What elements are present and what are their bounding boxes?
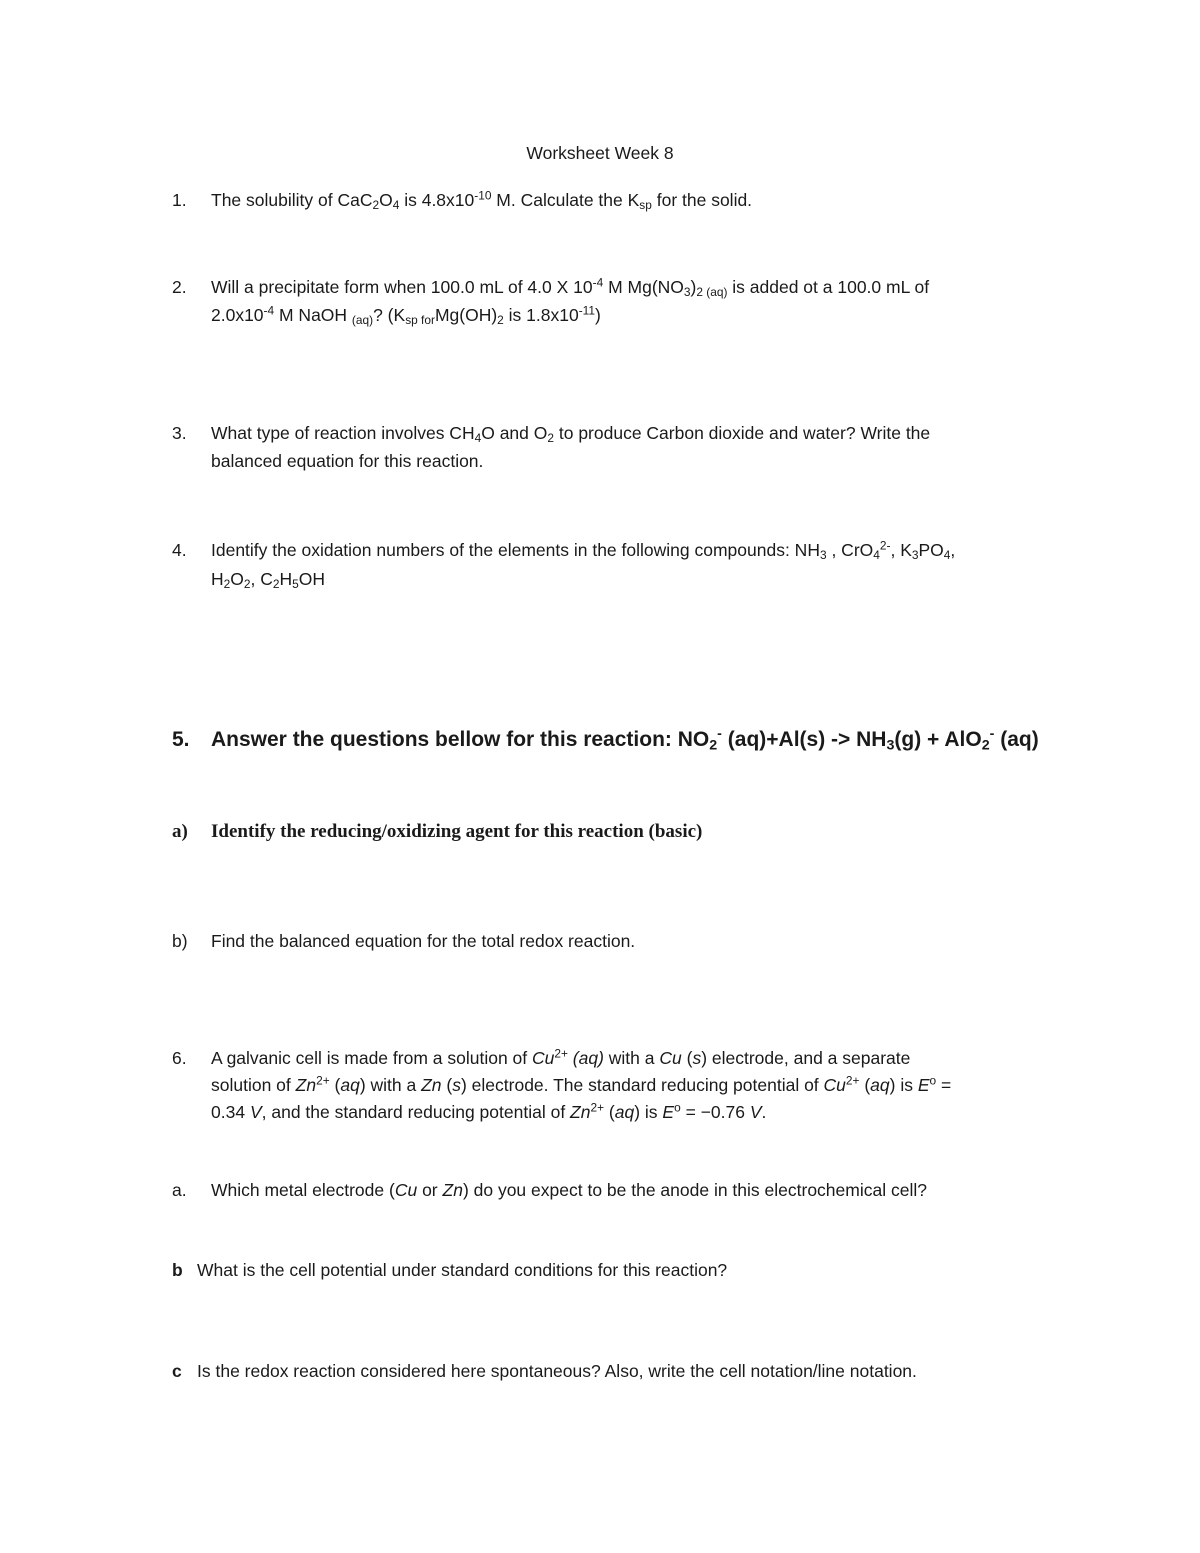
- q6-italic-part: V: [249, 1102, 262, 1122]
- question-6b-text: What is the cell potential under standard conditions for this reaction?: [197, 1260, 728, 1280]
- q6-italic-part: (aq): [567, 1048, 604, 1068]
- question-5b-label: b): [172, 931, 188, 951]
- q2-superscript: -11: [578, 303, 595, 318]
- q4-text-part: ,: [950, 540, 956, 560]
- q6-italic-part: aq: [614, 1102, 635, 1122]
- q6-italic-part: Zn: [421, 1075, 442, 1095]
- q6-text-part: ) is: [889, 1075, 918, 1095]
- q3-text-part: O and O: [481, 423, 548, 443]
- q4-subscript: 2: [272, 576, 280, 591]
- q6a-text-part: ) do you expect to be the anode in this electrochemical cell?: [462, 1180, 927, 1200]
- q6-text-part: , and the standard reducing potential of: [261, 1102, 571, 1122]
- q2-text-part: is added ot a 100.0 mL of: [727, 277, 930, 297]
- q1-superscript: -10: [474, 188, 492, 203]
- q2-subscript: 3: [683, 284, 691, 299]
- q2-text-part: Mg(OH): [434, 305, 498, 325]
- q2-text-part: M NaOH: [274, 305, 352, 325]
- q4-subscript: 3: [819, 547, 827, 562]
- q5-subscript: 2: [981, 737, 990, 754]
- q6-text-part: (: [859, 1075, 871, 1095]
- q3-subscript: 4: [474, 430, 482, 445]
- question-5a-label: a): [172, 821, 188, 842]
- q6a-italic-part: Cu: [394, 1180, 418, 1200]
- q6a-text-part: Which metal electrode (: [211, 1180, 395, 1200]
- q1-text-part: for the solid.: [651, 190, 753, 210]
- q2-text-part: ): [595, 305, 601, 325]
- question-4-number: 4.: [172, 540, 187, 560]
- q6-text-part: with a: [603, 1048, 660, 1068]
- q1-text-part: O: [379, 190, 393, 210]
- q4-text-part: Identify the oxidation numbers of the elements in the following compounds: NH: [211, 540, 820, 560]
- q6-italic-part: Cu: [532, 1048, 555, 1068]
- q4-subscript: 2: [243, 576, 251, 591]
- q5-superscript: -: [717, 726, 722, 743]
- question-4-line-1: [211, 540, 955, 561]
- q5-subscript: 2: [709, 737, 718, 754]
- q6a-text-part: or: [417, 1180, 443, 1200]
- q6-text-part: ) with a: [359, 1075, 422, 1095]
- question-6b-label: b: [172, 1260, 183, 1280]
- q2-subscript: 2 (aq): [696, 284, 728, 299]
- q4-subscript: 4: [943, 547, 951, 562]
- q6-italic-part: E: [662, 1102, 675, 1122]
- q6-text-part: (: [329, 1075, 341, 1095]
- q1-text-part: is 4.8x10: [399, 190, 475, 210]
- q6-text-part: =: [936, 1075, 952, 1095]
- q6-superscript: 2+: [590, 1100, 605, 1115]
- q4-text-part: OH: [298, 569, 326, 589]
- question-6-line-1: [211, 1048, 910, 1069]
- q1-text-part: M. Calculate the K: [491, 190, 640, 210]
- q2-text-part: ? (K: [373, 305, 406, 325]
- q6-superscript: o: [674, 1100, 681, 1115]
- q6-superscript: o: [929, 1073, 937, 1088]
- q6-text-part: (: [441, 1075, 453, 1095]
- q3-text-part: to produce Carbon dioxide and water? Write the: [554, 423, 931, 443]
- q5-text-part: (aq)+Al(s) -> NH: [721, 728, 887, 751]
- q2-text-part: is 1.8x10: [503, 305, 579, 325]
- question-3-line-1: [211, 423, 930, 444]
- q4-text-part: H: [279, 569, 293, 589]
- q5-text-part: (g) + AlO: [894, 728, 982, 751]
- q4-text-part: H: [211, 569, 224, 589]
- q5-text-part: (aq): [994, 728, 1039, 751]
- q2-superscript: -4: [592, 275, 604, 290]
- q6-text-part: ) electrode. The standard reducing potential of: [460, 1075, 824, 1095]
- q6-italic-part: s: [452, 1075, 461, 1095]
- q6-superscript: 2+: [316, 1073, 330, 1088]
- q6-italic-part: aq: [340, 1075, 360, 1095]
- question-5-number: 5.: [172, 728, 190, 751]
- q6-italic-part: E: [917, 1075, 930, 1095]
- question-2-line-1: [211, 277, 929, 298]
- q1-text-part: The solubility of CaC: [211, 190, 373, 210]
- q6-text-part: = −0.76: [680, 1102, 750, 1122]
- q6-text-part: ) is: [634, 1102, 663, 1122]
- question-1-number: 1.: [172, 190, 187, 210]
- question-4-line-2: [211, 569, 325, 590]
- question-6c-text: Is the redox reaction considered here spontaneous? Also, write the cell notation/line notation.: [197, 1361, 917, 1381]
- q6-italic-part: Zn: [295, 1075, 317, 1095]
- q1-subscript: 4: [392, 197, 400, 212]
- q6-italic-part: s: [692, 1048, 702, 1068]
- q6-italic-part: Cu: [823, 1075, 846, 1095]
- q6-superscript: 2+: [845, 1073, 860, 1088]
- q6-text-part: .: [761, 1102, 767, 1122]
- question-6-number: 6.: [172, 1048, 187, 1068]
- q5-text-part: Answer the questions bellow for this reaction: NO: [211, 728, 710, 751]
- q4-subscript: 3: [911, 547, 919, 562]
- question-6c-label: c: [172, 1361, 182, 1381]
- q1-subscript: 2: [372, 197, 380, 212]
- question-5b-text: Find the balanced equation for the total redox reaction.: [211, 931, 636, 951]
- q6a-italic-part: Zn: [442, 1180, 463, 1200]
- q5-subscript: 3: [886, 737, 895, 754]
- question-6a-label: a.: [172, 1180, 187, 1200]
- q4-subscript: 2: [223, 576, 231, 591]
- q2-subscript: 2: [497, 312, 504, 327]
- q6-italic-part: Cu: [659, 1048, 682, 1068]
- q2-subscript: sp for: [405, 312, 435, 327]
- q2-text-part: ): [690, 277, 697, 297]
- q2-text-part: M Mg(NO: [603, 277, 684, 297]
- q4-text-part: , C: [250, 569, 273, 589]
- q1-subscript: sp: [639, 197, 652, 212]
- page-title: Worksheet Week 8: [526, 143, 674, 163]
- question-3-line-2: balanced equation for this reaction.: [211, 451, 484, 471]
- q4-text-part: , K: [890, 540, 912, 560]
- q3-text-part: What type of reaction involves CH: [211, 423, 475, 443]
- q4-text-part: , CrO: [826, 540, 874, 560]
- q6-superscript: 2+: [554, 1046, 568, 1061]
- q4-subscript: 4: [873, 547, 880, 562]
- question-5a-text: Identify the reducing/oxidizing agent for this reaction (basic): [211, 821, 703, 842]
- q6-text-part: solution of: [211, 1075, 296, 1095]
- q4-text-part: PO: [918, 540, 944, 560]
- question-3-number: 3.: [172, 423, 187, 443]
- q2-subscript: (aq): [351, 312, 374, 327]
- q2-text-part: 2.0x10: [211, 305, 264, 325]
- question-1-text: [211, 190, 752, 211]
- q2-superscript: -4: [263, 303, 275, 318]
- question-6-line-2: [211, 1075, 951, 1096]
- q4-text-part: O: [230, 569, 244, 589]
- question-6-line-3: [211, 1102, 766, 1123]
- q3-subscript: 2: [547, 430, 554, 445]
- q6-italic-part: V: [749, 1102, 762, 1122]
- q6-italic-part: aq: [870, 1075, 890, 1095]
- question-2-line-2: [211, 305, 601, 326]
- question-2-number: 2.: [172, 277, 187, 297]
- q2-text-part: Will a precipitate form when 100.0 mL of 4.0 X 10: [211, 277, 593, 297]
- q5-superscript: -: [989, 726, 995, 743]
- q4-subscript: 5: [292, 576, 299, 591]
- q6-text-part: 0.34: [211, 1102, 250, 1122]
- q6-text-part: (: [681, 1048, 693, 1068]
- question-5-text: [211, 727, 1039, 752]
- question-6a-text: [211, 1180, 927, 1201]
- q4-superscript: 2-: [879, 538, 891, 553]
- q6-italic-part: Zn: [570, 1102, 591, 1122]
- q6-text-part: (: [604, 1102, 615, 1122]
- q6-text-part: ) electrode, and a separate: [701, 1048, 911, 1068]
- q6-text-part: A galvanic cell is made from a solution of: [211, 1048, 532, 1068]
